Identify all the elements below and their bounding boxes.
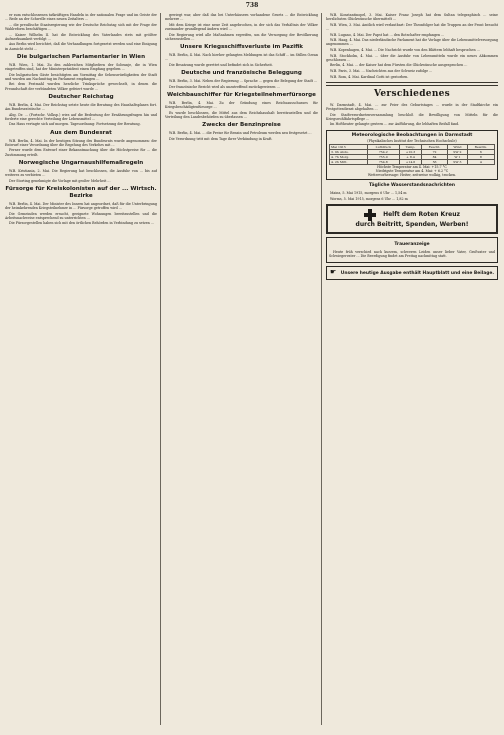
article-paragraph: W.B. Berlin, 4. Mai. Zu der Gründung eines Reichsausschusses für Kriegsbeschädigtenfürsorge ... — [165, 100, 318, 109]
column-middle — [165, 13, 318, 725]
weather-cell: 755.0 — [367, 154, 400, 159]
weather-cell: 754.2 — [367, 149, 400, 154]
news-item: W.B. Wien, 3. Mai. Amtlich wird verlautbart: Der Thronfolger hat die Truppen an der Front besucht ... — [326, 22, 498, 31]
section-heading: Zwecks der Benzinpreise — [202, 122, 281, 128]
intro-paragraph: Die Regierung wird alle Maßnahmen ergreifen, um die Versorgung der Bevölkerung sicherzustellen ... — [165, 32, 318, 41]
weather-cell: SW 3 — [448, 159, 468, 164]
water-level-row: Worms, 5. Mai 1915, morgens 6 Uhr ... 1,82 m — [330, 196, 408, 201]
section-heading: Deutscher Reichstag — [48, 93, 114, 100]
article-paragraph: Es wurde beschlossen, die Mittel aus dem Reichshaushalt bereitzustellen und die Verteilung den Landesbehörden zu überlassen ... — [165, 110, 318, 119]
news-item: W.B. Lugano, 4. Mai. Der Papst hat ... den Botschafter empfangen ... — [330, 32, 445, 37]
water-level-title: Tägliche Wasserstandsnachrichten — [369, 183, 455, 189]
red-cross-line2: durch Beitritt, Spenden, Werben! — [355, 221, 469, 229]
news-item: W.B. Konstantinopel, 3. Mai. Kaiser Franz Joseph hat dem Sultan telegraphisch ... seine herzlichsten Glückwünsche übermittelt ... — [326, 13, 498, 22]
article-paragraph: Die bulgarischen Gäste besichtigten am Vormittag die Sehenswürdigkeiten der Stadt und wurden am Nachmittag im Parlament empfangen ... — [5, 72, 157, 81]
page-number: 738 — [245, 2, 259, 9]
pointing-hand-icon: ☛ — [329, 267, 337, 276]
news-item: W.B. Stockholm, 4. Mai. ... über die Ausfuhr von Lebensmitteln wurde ein neues Abkommen geschlossen ... — [326, 53, 498, 62]
article-paragraph: Im Hoftheater gelangte gestern ... zur Aufführung, die lebhaften Beifall fand. — [330, 122, 460, 127]
article-paragraph: Die Besatzung wurde gerettet und befindet sich in Sicherheit. — [169, 62, 273, 67]
article-paragraph: W.B. Berlin, 4. Mai. In der heutigen Sitzung des Bundesrats wurde angenommen: der Entwurf einer Verordnung über die Regelung des Verkehrs mit ... — [5, 138, 157, 147]
weather-box — [326, 130, 498, 181]
weather-cell: +14.6 — [400, 159, 422, 164]
weather-cell: 8 — [467, 154, 494, 159]
article-paragraph: W.B. Berlin, 4. Mai. ... die Preise für Benzin und Petroleum werden neu festgesetzt ... — [169, 131, 312, 135]
article-paragraph: W.B. Berlin, 3. Mai. Neben der Regierung ... Sprache ... gegen die Belegung der Stadt ... — [169, 79, 318, 83]
section-divider — [326, 82, 498, 86]
intro-paragraph: Aus Berlin wird berichtet, daß die Verhandlungen fortgesetzt werden und eine Einigung in Aussicht steht ... — [5, 42, 157, 51]
weather-cell: 84 — [422, 154, 448, 159]
section-heading: Unsere Kriegsschiffsverluste im Pazifik — [180, 44, 303, 50]
weather-max-temp: Höchste Temperatur am 4. Mai: +15.7 °C — [377, 164, 447, 169]
weather-note: Wettervorhersage: Heiter, zeitweise wolkig, trocken. — [367, 173, 457, 178]
article-paragraph: Der Storting genehmigte die Vorlage mit großer Mehrheit ... — [9, 178, 111, 183]
weather-cell: + 8.4 — [400, 154, 422, 159]
red-cross-icon — [364, 209, 376, 221]
section-heading: Fürsorge für Kreiskolonisten auf der ... Wirtsch. Bezirke — [5, 185, 157, 199]
article-paragraph: Abg. Dr. ... (Fortschr. Volksp.) wies auf die Bedeutung der Ernährungsfragen hin und forderte eine gerechte Verteilung der Lebensmittel ... — [5, 112, 157, 121]
red-cross-advert — [326, 204, 498, 234]
weather-subtitle: (Physikalisches Institut der Technischen Hochschule) — [367, 138, 457, 143]
section-heading: Aus dem Bundesrat — [50, 129, 112, 136]
weather-cell: 754.8 — [367, 159, 400, 164]
section-heading-verschiedenes: Verschiedenes — [373, 88, 451, 99]
funeral-text: Heute früh verschied nach kurzem, schweren Leiden unser lieber Vater, Großvater und Schwiegervater ... Die Beerdigung findet am Freitag nachmittag statt. — [329, 250, 495, 259]
weather-cell: 6 — [467, 149, 494, 154]
article-paragraph: W. Darmstadt, 4. Mai. ... zur Feier des Geburtstages ... wurde in der Stadtkirche ein Festgottesdienst abgehalten ... — [326, 102, 498, 111]
article-paragraph: Die Verordnung tritt mit dem Tage ihrer Verkündung in Kraft. — [169, 136, 273, 141]
article-paragraph: Die Gemeinden werden ersucht, geeignete Wohnungen bereitzustellen und die Arbeitsnachweise entsprechend zu unterrichten ... — [5, 211, 157, 220]
weather-cell: 4. 2h Mitt. — [330, 159, 368, 164]
section-heading: Deutsche und französische Beleggung — [181, 70, 302, 76]
news-item: W.B. Haag, 4. Mai. Das niederländische Parlament hat die Vorlage über die Lebensmittelversorgung angenommen ... — [326, 38, 498, 47]
article-paragraph: Bei dem Festmahl wurden herzliche Trinksprüche gewechselt, in denen die Freundschaft der verbündeten Völker gefeiert wurde ... — [5, 82, 157, 91]
article-paragraph: Die Fürsorgestellen haben sich mit den örtlichen Behörden in Verbindung zu setzen ... — [9, 221, 154, 226]
article-paragraph: W.B. Berlin, 4. Mai. Der Minister des Innern hat angeordnet, daß für die Unterbringung der heimkehrenden Kriegsteilnehmer in ... Fürsorge getroffen wird ... — [5, 201, 157, 210]
news-item: W.B. Rom, 4. Mai. Kardinal Gotti ist gestorben. — [330, 74, 409, 79]
funeral-title: Traueranzeige — [394, 242, 430, 248]
weather-cell: W 1 — [448, 154, 468, 159]
edition-note — [326, 266, 498, 280]
news-item: W.B. Paris, 3. Mai. ... Nachrichten aus der Schweiz zufolge ... — [330, 68, 433, 73]
intro-paragraph: er zum entschlossenen tatkräftigen Handeln in der nationalen Frage und im Geiste der ... Rede an der Schwelle eines neuen Zeitalters ... — [5, 13, 157, 22]
weather-table — [329, 144, 495, 165]
section-heading: Norwegische Ungarnaushilfemaßregeln — [18, 159, 144, 166]
article-paragraph: Ferner wurde dem Entwurf einer Bekanntmachung über die Höchstpreise für ... die Zustimmung erteilt. — [5, 148, 157, 157]
article-paragraph: W.B. Berlin, 4. Mai. Der Reichstag setzte heute die Beratung des Haushaltsplanes fort. Am Bundesratstische ... — [5, 102, 157, 111]
weather-cell: 3. 9h Abds. — [330, 149, 368, 154]
article-paragraph: Der französische Bericht wird als unzutreffend zurückgewiesen ... — [169, 84, 280, 89]
weather-cell: 4. 7h Morg. — [330, 154, 368, 159]
column-right — [326, 13, 498, 725]
edition-note-text: Unsere heutige Ausgabe enthält Hauptblatt und eine Beilage. — [340, 270, 495, 276]
weather-header-cell: Bewölk. — [467, 144, 494, 149]
weather-cell: 4 — [467, 159, 494, 164]
intro-paragraph: Mit dem Kriege ist eine neue Zeit angebrochen, in der sich das Verhältnis der Völker zueinander grundlegend ändern wird ... — [165, 22, 318, 31]
article-paragraph: W.B. Berlin, 4. Mai. Nach hierher gelangten Meldungen ist das Schiff ... im Stillen Ozean ... — [165, 53, 318, 62]
weather-header-cell: Temp. — [400, 144, 422, 149]
weather-row — [330, 159, 495, 164]
article-paragraph: Die Stadtverordnetenversammlung beschloß die Bewilligung von Mitteln für die Kriegswohlfahrtspflege ... — [326, 112, 498, 121]
weather-cell: 72 — [422, 149, 448, 154]
weather-cell: 56 — [422, 159, 448, 164]
funeral-notice — [326, 237, 498, 263]
column-rule — [160, 13, 161, 725]
news-item: Berlin, 4. Mai. ... der Kaiser hat dem Fürsten die Glückwünsche ausgesprochen ... — [330, 63, 468, 68]
intro-paragraph: ... die preußische Staatsregierung wie der Deutsche Reichstag sich mit der Frage der Wahlreform beschäftigen ... — [5, 22, 157, 31]
weather-header-cell: Feucht. — [422, 144, 448, 149]
weather-cell: SW 2 — [448, 149, 468, 154]
section-heading: Die bulgarischen Parlamentarier in Wien — [16, 53, 146, 60]
weather-header-cell: Luftdruck — [367, 144, 400, 149]
weather-min-temp: Niedrigste Temperatur am 4. Mai: + 6.2 °C — [375, 168, 449, 173]
water-level-row: Mainz, 5. Mai 1915, morgens 6 Uhr ... 1,54 m — [330, 191, 407, 196]
column-rule — [321, 13, 322, 725]
article-paragraph: Das Haus vertagte sich auf morgen. Tagesordnung: Fortsetzung der Beratung. — [9, 122, 141, 127]
weather-cell: +10.3 — [400, 149, 422, 154]
news-item: W.B. Kopenhagen, 4. Mai. ... Die Nachricht wurde von den Blättern lebhaft besprochen ... — [330, 47, 480, 52]
column-left — [5, 13, 157, 725]
weather-header-cell: Mai 1915 — [330, 144, 368, 149]
weather-title: Meteorologische Beobachtungen in Darmstadt — [351, 132, 473, 138]
weather-header-cell: Wind — [448, 144, 468, 149]
intro-paragraph: ... Kaiser Wilhelm II. hat die Entwicklung des Vaterlandes stets mit größter Aufmerksamkeit verfolgt ... — [5, 32, 157, 41]
section-heading: Weichbauschiffer für Kriegsteilnehmerfürsorge — [167, 91, 316, 98]
red-cross-line1: Helft dem Roten Kreuz — [383, 211, 460, 219]
intro-paragraph: gewiegt war, aber daß das bei Unterhäusern vorhandene Gesetz ... die Entwicklung mehrere ... — [165, 13, 318, 22]
article-paragraph: W.B. Kristiania, 2. Mai. Die Regierung hat beschlossen, die Ausfuhr von ... bis auf weiteres zu verbieten ... — [5, 168, 157, 177]
article-paragraph: W.B. Wien, 1. Mai. Zu den zahlreichen Mitgliedern der Sobranje, die in Wien eingetroffen sind, hat der Ministerpräsident einen Empfang gegeben ... — [5, 62, 157, 71]
